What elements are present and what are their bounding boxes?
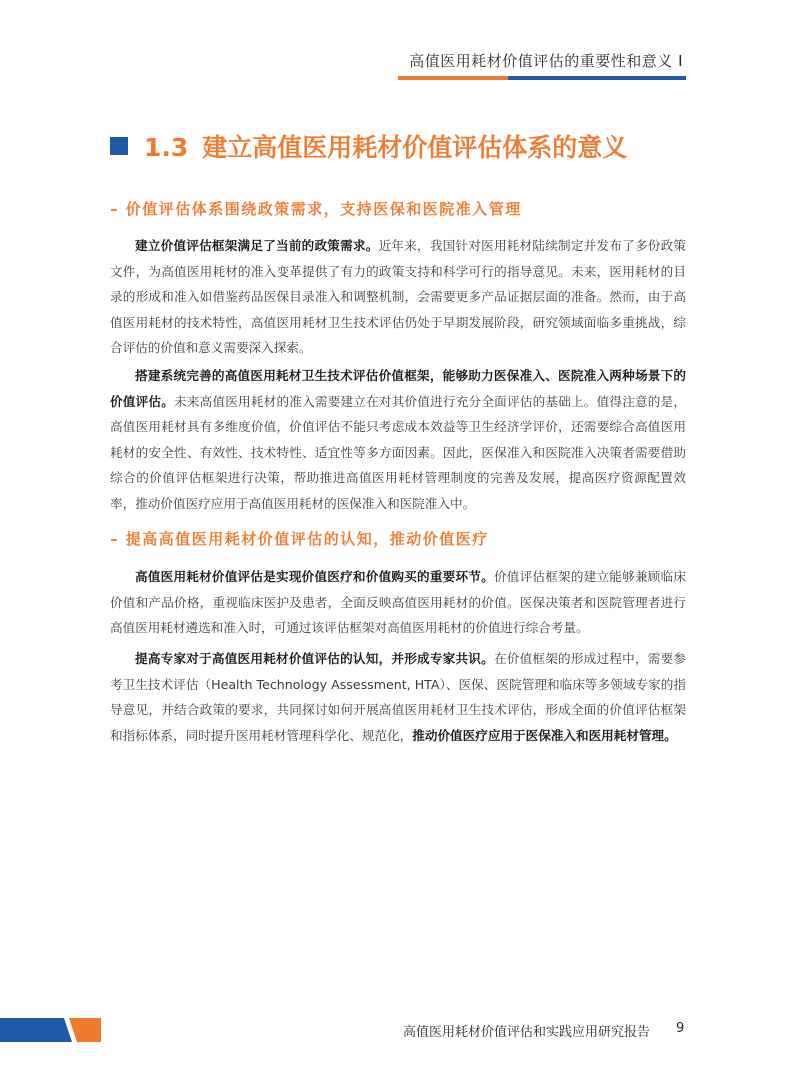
header-title: 高值医用耗材价值评估的重要性和意义 I bbox=[409, 52, 683, 70]
paragraph-2 bbox=[110, 363, 686, 517]
paragraph-2-body: 未来高值医用耗材的准入需要建立在对其价值进行充分全面评估的基础上。值得注意的是，高值医用耗材具有多维度价值，价值评估不能只考虑成本效益等卫生经济学评价，还需要综合高值医用耗材的安全性、有效性、技术特性、适宜性等多方面因素。因此，医保准入和医院准入决策者需要借助综合的价值评估框架进行决策，帮助推进高值医用耗材管理制度的完善及发展，提高医疗资源配置效率，推动价值医疗应用于高值医用耗材的医保准入和医院准入中。 bbox=[110, 393, 687, 511]
paragraph-4-lead: 提高专家对于高值医用耗材价值评估的认知，并形成专家共识。 bbox=[135, 651, 494, 666]
paragraph-3-lead: 高值医用耗材价值评估是实现价值医疗和价值购买的重要环节。 bbox=[135, 569, 494, 584]
footer-title: 高值医用耗材价值评估和实践应用研究报告 bbox=[402, 1025, 650, 1040]
paragraph-1 bbox=[110, 233, 686, 361]
paragraph-3-body: 价值评估框架的建立能够兼顾临床价值和产品价格，重视临床医护及患者，全面反映高值医用耗材的价值。医保决策者和医院管理者进行高值医用耗材遴选和准入时，可通过该评估框架对高值医用耗材的价值进行综合考量。 bbox=[110, 569, 687, 636]
page-number: 9 bbox=[676, 1021, 685, 1036]
paragraph-4 bbox=[110, 646, 686, 748]
footer-stripe-graphic bbox=[0, 1018, 101, 1042]
section-title bbox=[110, 130, 627, 162]
section-marker-icon bbox=[110, 137, 128, 155]
subsection-heading-1: – 价值评估体系围绕政策需求，支持医保和医院准入管理 bbox=[110, 200, 522, 218]
paragraph-4-closing: 推动价值医疗应用于医保准入和医用耗材管理。 bbox=[412, 727, 677, 743]
section-heading: 建立高值医用耗材价值评估体系的意义 bbox=[202, 133, 628, 162]
paragraph-1-lead: 建立价值评估框架满足了当前的政策需求。 bbox=[135, 238, 379, 253]
paragraph-1-body: 近年来，我国针对医用耗材陆续制定并发布了多份政策文件，为高值医用耗材的准入变革提供了有力的政策支持和科学可行的指导意见。未来，医用耗材的目录的形成和准入如借鉴药品医保目录准入和调整机制，会需要更多产品证据层面的准备。然而，由于高值医用耗材的技术特性，高值医用耗材卫生技术评估仍处于早期发展阶段，研究领域面临多重挑战，综合评估的价值和意义需要深入探索。 bbox=[110, 238, 687, 356]
paragraph-2-lead: 搭建系统完善的高值医用耗材卫生技术评估价值框架，能够助力医保准入、医院准入两种场景下的价值评估。 bbox=[110, 368, 686, 409]
subsection-heading-2: – 提高高值医用耗材价值评估的认知，推动价值医疗 bbox=[110, 530, 489, 548]
header-accent-bar bbox=[398, 76, 686, 80]
paragraph-4-body: 在价值框架的形成过程中，需要参考卫生技术评估（Health Technology Assessment, HTA）、医保、医院管理和临床等多领域专家的指导意见，并结合政策的要求，共同探讨如何开展高值医用耗材卫生技术评估，形成全面的价值评估框架和指标体系，同时提升医用耗材管理科学化、规范化， bbox=[110, 651, 687, 743]
section-number: 1.3 bbox=[144, 133, 189, 162]
paragraph-3 bbox=[110, 564, 686, 641]
